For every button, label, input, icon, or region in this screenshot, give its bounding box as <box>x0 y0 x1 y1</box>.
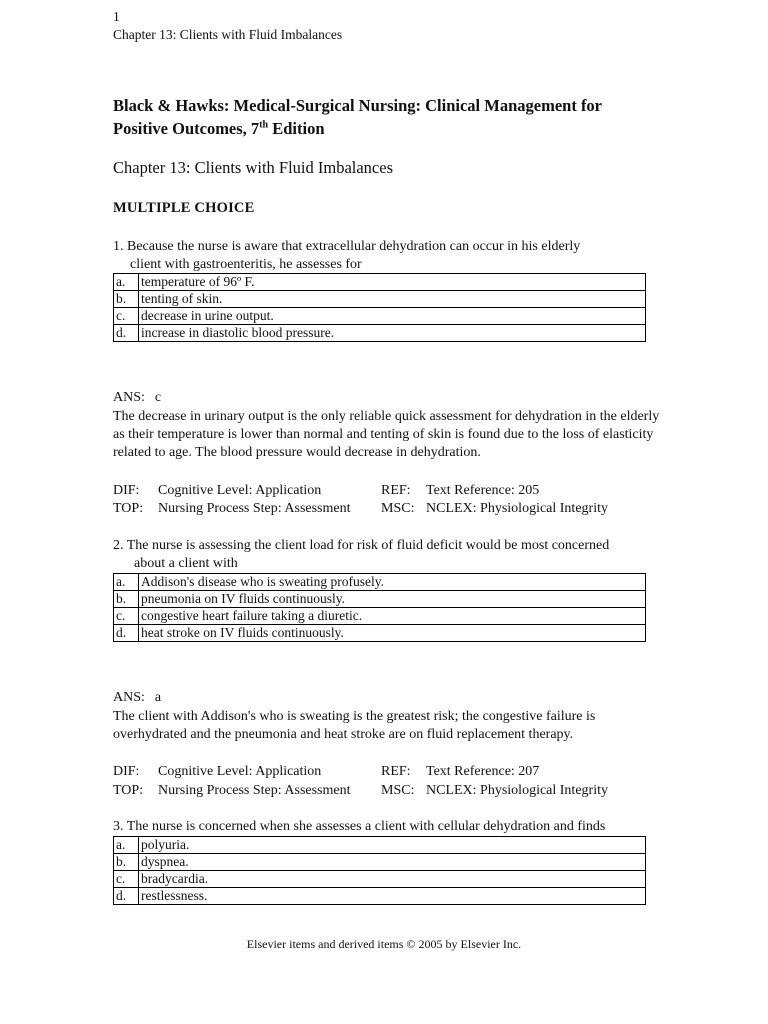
question-1-options <box>113 273 646 342</box>
question-2-ref-label: REF: <box>381 764 411 779</box>
option-row[interactable]: a. polyuria. <box>114 837 646 854</box>
section-heading: MULTIPLE CHOICE <box>113 200 255 216</box>
question-2-dif-value: Cognitive Level: Application <box>158 764 322 779</box>
question-1-ref-value: Text Reference: 205 <box>426 483 540 498</box>
question-1-msc-label: MSC: <box>381 501 415 516</box>
question-2-msc-value: NCLEX: Physiological Integrity <box>426 783 608 798</box>
question-1-dif-label: DIF: <box>113 483 140 498</box>
question-2-options <box>113 573 646 642</box>
option-row[interactable]: a. temperature of 96º F. <box>114 274 646 291</box>
question-2-stem: 2. The nurse is assessing the client load for risk of fluid deficit would be most concerned about a client with <box>113 538 610 571</box>
option-row[interactable]: b. dyspnea. <box>114 854 646 871</box>
option-row[interactable]: c. congestive heart failure taking a diuretic. <box>114 608 646 625</box>
page-number: 1 <box>113 9 120 24</box>
question-1-stem: 1. Because the nurse is aware that extracellular dehydration can occur in his elderly client with gastroenteritis, he assesses for <box>113 239 581 272</box>
option-row[interactable]: c. decrease in urine output. <box>114 308 646 325</box>
option-row[interactable]: c. bradycardia. <box>114 871 646 888</box>
question-1-top-value: Nursing Process Step: Assessment <box>158 501 351 516</box>
option-row[interactable]: a. Addison's disease who is sweating profusely. <box>114 574 646 591</box>
option-row[interactable]: b. tenting of skin. <box>114 291 646 308</box>
question-2-answer: ANS: a <box>113 690 162 705</box>
question-1-answer: ANS: c <box>113 390 162 405</box>
option-row[interactable]: d. heat stroke on IV fluids continuously. <box>114 625 646 642</box>
question-1-dif-value: Cognitive Level: Application <box>158 483 322 498</box>
option-row[interactable]: b. pneumonia on IV fluids continuously. <box>114 591 646 608</box>
edition-superscript: th <box>259 119 269 131</box>
book-title <box>113 94 673 140</box>
question-2-ref-value: Text Reference: 207 <box>426 764 540 779</box>
option-row[interactable]: d. increase in diastolic blood pressure. <box>114 325 646 342</box>
question-2-top-label: TOP: <box>113 783 144 798</box>
question-1-ref-label: REF: <box>381 483 411 498</box>
book-title-line2: Positive Outcomes, 7th Edition <box>113 119 325 138</box>
running-header: Chapter 13: Clients with Fluid Imbalances <box>113 27 343 42</box>
book-title-line1: Black & Hawks: Medical-Surgical Nursing: Clinical Management for <box>113 96 603 115</box>
question-1-rationale: The decrease in urinary output is the only reliable quick assessment for dehydration in the elderly as their temperature is lower than normal and tenting of skin is found due to the loss of elasticity related to age. The blood pressure would decrease in dehydration. <box>113 409 660 460</box>
chapter-title: Chapter 13: Clients with Fluid Imbalances <box>113 158 394 177</box>
question-1-msc-value: NCLEX: Physiological Integrity <box>426 501 608 516</box>
question-2-dif-label: DIF: <box>113 764 140 779</box>
question-3-options <box>113 836 646 905</box>
question-2-rationale: The client with Addison's who is sweating is the greatest risk; the congestive failure is overhydrated and the pneumonia and heat stroke are on fluid replacement therapy. <box>113 709 596 742</box>
question-3-stem: 3. The nurse is concerned when she assesses a client with cellular dehydration and finds <box>113 819 606 834</box>
copyright-footer: Elsevier items and derived items © 2005 by Elsevier Inc. <box>246 937 522 951</box>
question-2-top-value: Nursing Process Step: Assessment <box>158 783 351 798</box>
question-1-top-label: TOP: <box>113 501 144 516</box>
question-2-msc-label: MSC: <box>381 783 415 798</box>
option-row[interactable]: d. restlessness. <box>114 888 646 905</box>
